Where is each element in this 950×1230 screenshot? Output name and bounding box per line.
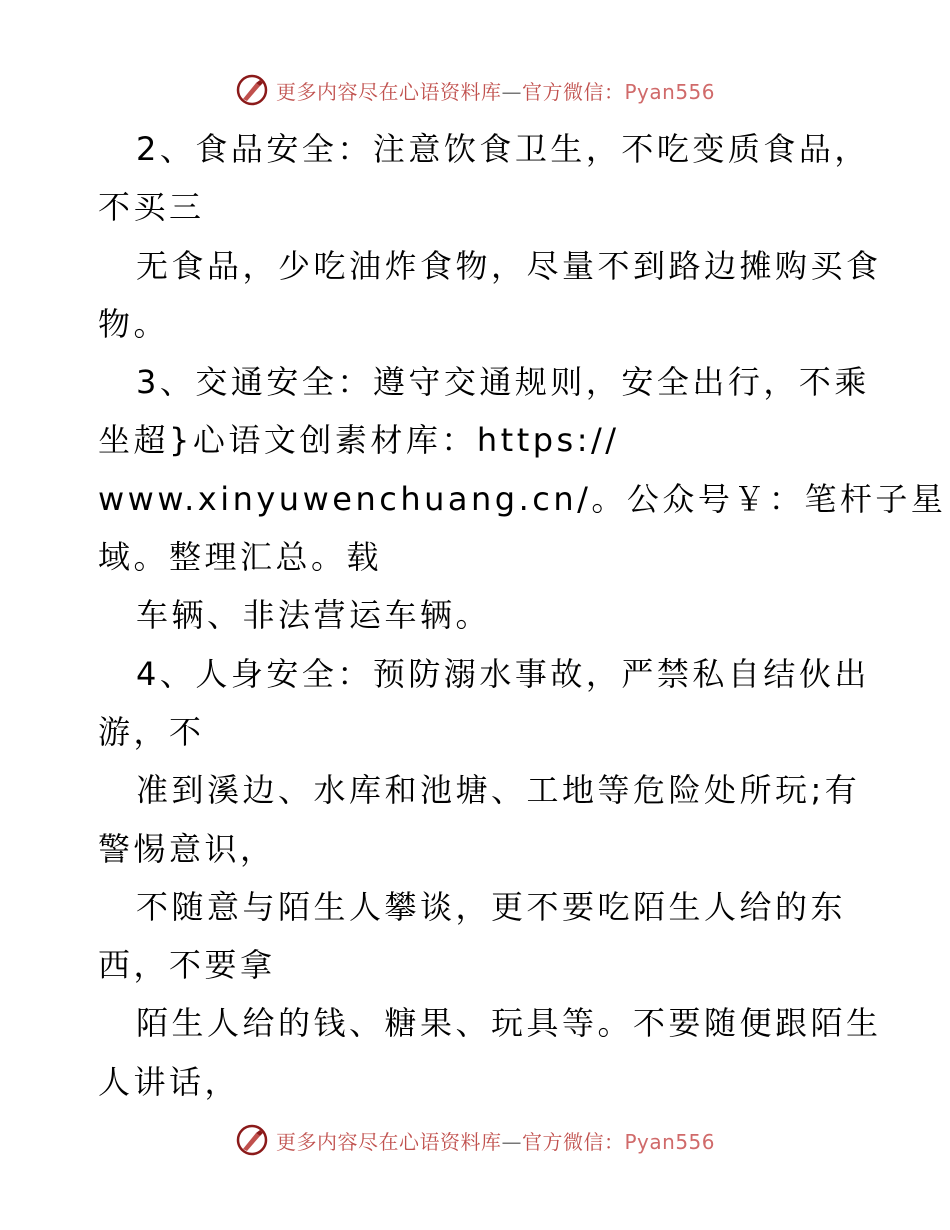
body-line: 坐超}心语文创素材库：https:// [98, 421, 620, 460]
body-line: 无食品，少吃油炸食物，尽量不到路边摊购买食 [136, 246, 882, 285]
header-banner [236, 72, 715, 108]
header-banner-separator: — [501, 79, 522, 104]
footer-banner-title: 更多内容尽在心语资料库 [276, 1129, 502, 1154]
body-line: 域。整理汇总。载 [98, 538, 383, 577]
header-banner-title: 更多内容尽在心语资料库 [276, 79, 502, 104]
body-line: 车辆、非法营运车辆。 [136, 596, 492, 635]
pen-logo-icon [236, 1124, 268, 1156]
header-banner-id: Pyan556 [624, 79, 716, 104]
body-line: 陌生人给的钱、糖果、玩具等。不要随便跟陌生 [136, 1004, 882, 1043]
footer-banner-label: 官方微信： [522, 1129, 625, 1154]
document-body [98, 120, 947, 1111]
body-line: 西，不要拿 [98, 946, 276, 985]
body-line: 3、交通安全：遵守交通规则，安全出行，不乘 [136, 363, 870, 402]
body-line: 不买三 [98, 188, 205, 227]
body-line: 警惕意识， [98, 829, 276, 868]
footer-banner-text [276, 1126, 715, 1155]
body-line: 4、人身安全：预防溺水事故，严禁私自结伙出 [136, 654, 870, 693]
footer-banner-id: Pyan556 [624, 1129, 716, 1154]
pen-logo-icon [236, 74, 268, 106]
footer-banner-separator: — [501, 1129, 522, 1154]
footer-banner [236, 1122, 715, 1158]
body-line: 准到溪边、水库和池塘、工地等危险处所玩;有 [136, 771, 861, 810]
body-line: 物。 [98, 304, 170, 343]
body-line: 不随意与陌生人攀谈，更不要吃陌生人给的东 [136, 887, 847, 926]
header-banner-text [276, 76, 715, 105]
body-line: 游，不 [98, 712, 205, 751]
header-banner-label: 官方微信： [522, 79, 625, 104]
body-line: 2、食品安全：注意饮食卫生，不吃变质食品， [136, 130, 870, 168]
body-line: www.xinyuwenchuang.cn/。公众号￥：笔杆子星 [98, 479, 947, 518]
body-line: 人讲话， [98, 1062, 241, 1101]
